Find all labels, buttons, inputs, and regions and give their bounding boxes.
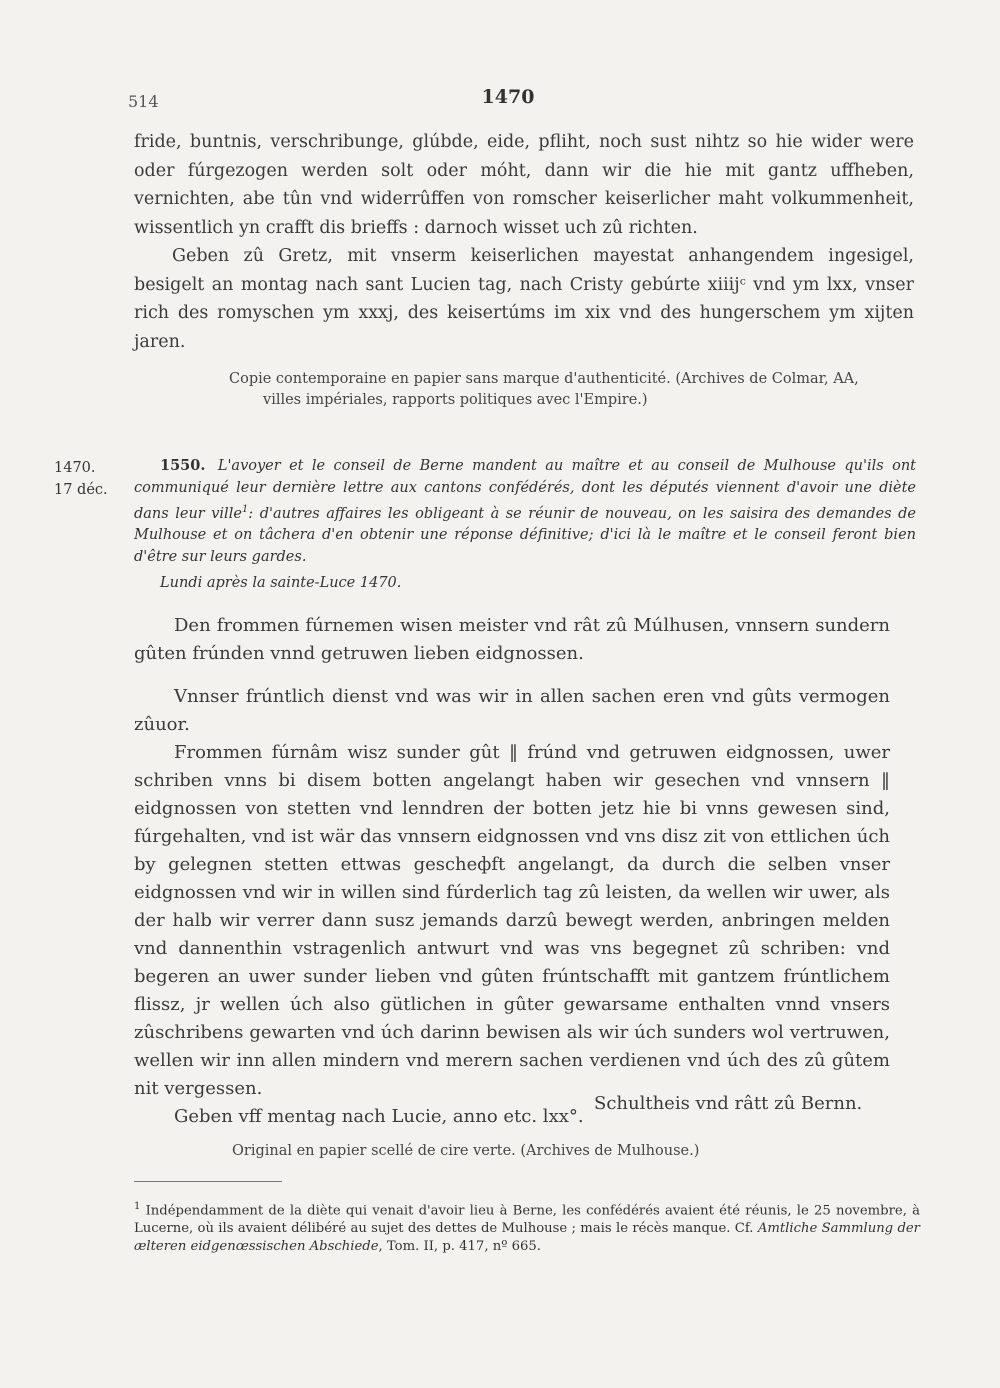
letter-address-text: Den frommen fúrnemen wisen meister vnd rât zû Múlhusen, vnnsern sundern gûten frúnden vnnd getruwen lieben eidgnossen. bbox=[134, 615, 890, 664]
page-header bbox=[128, 86, 888, 116]
letter-body-text: Frommen fúrnâm wisz sunder gût ‖ frúnd vnd getruwen eidgnossen, uwer schriben vnns bi disem botten angelangt haben wir gesechen vnd vnnsern ‖ eidgnossen von stetten vnd lenndren der botten jetz hie bi vnns gewesen sind, fúrgehalten, vnd ist wär das vnnsern eidgnossen vnd vns disz zit von ettlichen úch by gelegnen stetten ettwas gescheфft angelangt, da durch die selben vnser eidgnossen vnd wir in willen sind fúrderlich tag zû leisten, da wellen wir uwer, als der halb wir verrer dann susz jemands darzû bewegt werden, anbringen melden vnd dannenthin vstragenlich antwurt vnd was vns begegnet zû schriben: vnd begeren an uwer sunder lieben vnd gûten frúntschafft mit gantzem frúntlichem flissz, jr wellen úch also gütlichen in gûter gewarsame enthalten vnnd vnsers zûschribens gewarten vnd úch darinn bewisen als wir úch sunders wol vertruwen, wellen wir inn allen mindern vnd merern sachen verdienen vnd úch des zû gûtem nit vergessen. bbox=[134, 742, 890, 1099]
margin-day: 17 déc. bbox=[54, 482, 108, 498]
footnote-mark: 1 bbox=[134, 1201, 141, 1212]
regest-date: Lundi après la sainte-Luce 1470. bbox=[160, 575, 402, 591]
footnote-divider bbox=[134, 1181, 282, 1182]
footnote bbox=[134, 1198, 920, 1256]
previous-document-dating: Geben zû Gretz, mit vnserm keiserlichen mayestat anhangendem ingesigel, besigelt an montag nach sant Lucien tag, nach Cristy gebúrte xiiijᶜ vnd ym lxx, vnser rich des romyschen ym xxxj, des keisertúms im xix vnd des hungerschem ym xijten jaren. bbox=[134, 246, 914, 352]
footnote-reference: 1 bbox=[241, 504, 249, 515]
previous-document-paragraph: fride, buntnis, verschribunge, glúbde, eide, pfliht, noch sust nihtz so hie wider were oder fúrgezogen werden solt oder móht, dann wir die hie mit gantz uffheben, vernichten, abe tûn vnd widerrûffen von romscher keiserlicher maht volkummenheit, wissentlich yn crafft dis brieffs : darnoch wisset uch zû richten. bbox=[134, 132, 914, 238]
page-number: 514 bbox=[128, 92, 159, 111]
letter-address bbox=[134, 612, 890, 668]
previous-source-line-2: villes impériales, rapports politiques avec l'Empire.) bbox=[263, 392, 648, 408]
letter-body bbox=[134, 683, 890, 1131]
regest-text-start: L'avoyer et le conseil de Berne mandent au maître et au conseil de Mulhouse qu'ils ont communiqué leur dernière lettre aux cantons confédérés, dont les députés viennent d'avoir une diète dans leur ville bbox=[134, 458, 917, 522]
letter-greeting: Vnnser frúntlich dienst vnd was wir in allen sachen eren vnd gûts vermogen zûuor. bbox=[134, 686, 890, 735]
previous-source-line-1: Copie contemporaine en papier sans marque d'authenticité. (Archives de Colmar, AA, bbox=[229, 371, 859, 387]
footnote-cited-title: Amtliche Sammlung der ælteren eidgenœssischen Abschiede bbox=[134, 1221, 920, 1255]
document-number: 1550. bbox=[160, 457, 206, 474]
previous-document-text bbox=[134, 128, 914, 356]
running-head-year: 1470 bbox=[481, 86, 535, 108]
regest-summary bbox=[134, 455, 916, 568]
regest-text-end: : d'autres affaires les obligeant à se réunir de nouveau, on les saisira des demandes de Mulhouse et on tâchera d'en obtenir une réponse définitive; d'ici là le maître et le conseil feront bien d'être sur leurs gardes. bbox=[134, 505, 916, 565]
letter-signature: Schultheis vnd râtt zû Bernn. bbox=[594, 1093, 863, 1114]
letter-source: Original en papier scellé de cire verte. (Archives de Mulhouse.) bbox=[232, 1143, 700, 1159]
letter-dating: Geben vff mentag nach Lucie, anno etc. lxx°. bbox=[174, 1106, 584, 1127]
footnote-text: Indépendamment de la diète qui venait d'avoir lieu à Berne, les confédérés avaient été réunis, le 25 novembre, à Lucerne, où ils avaient délibéré au sujet des dettes de Mulhouse ; mais le récès manque. Cf. bbox=[134, 1203, 920, 1237]
footnote-reference-detail: , Tom. II, p. 417, nº 665. bbox=[378, 1239, 541, 1255]
margin-year: 1470. bbox=[54, 460, 96, 476]
